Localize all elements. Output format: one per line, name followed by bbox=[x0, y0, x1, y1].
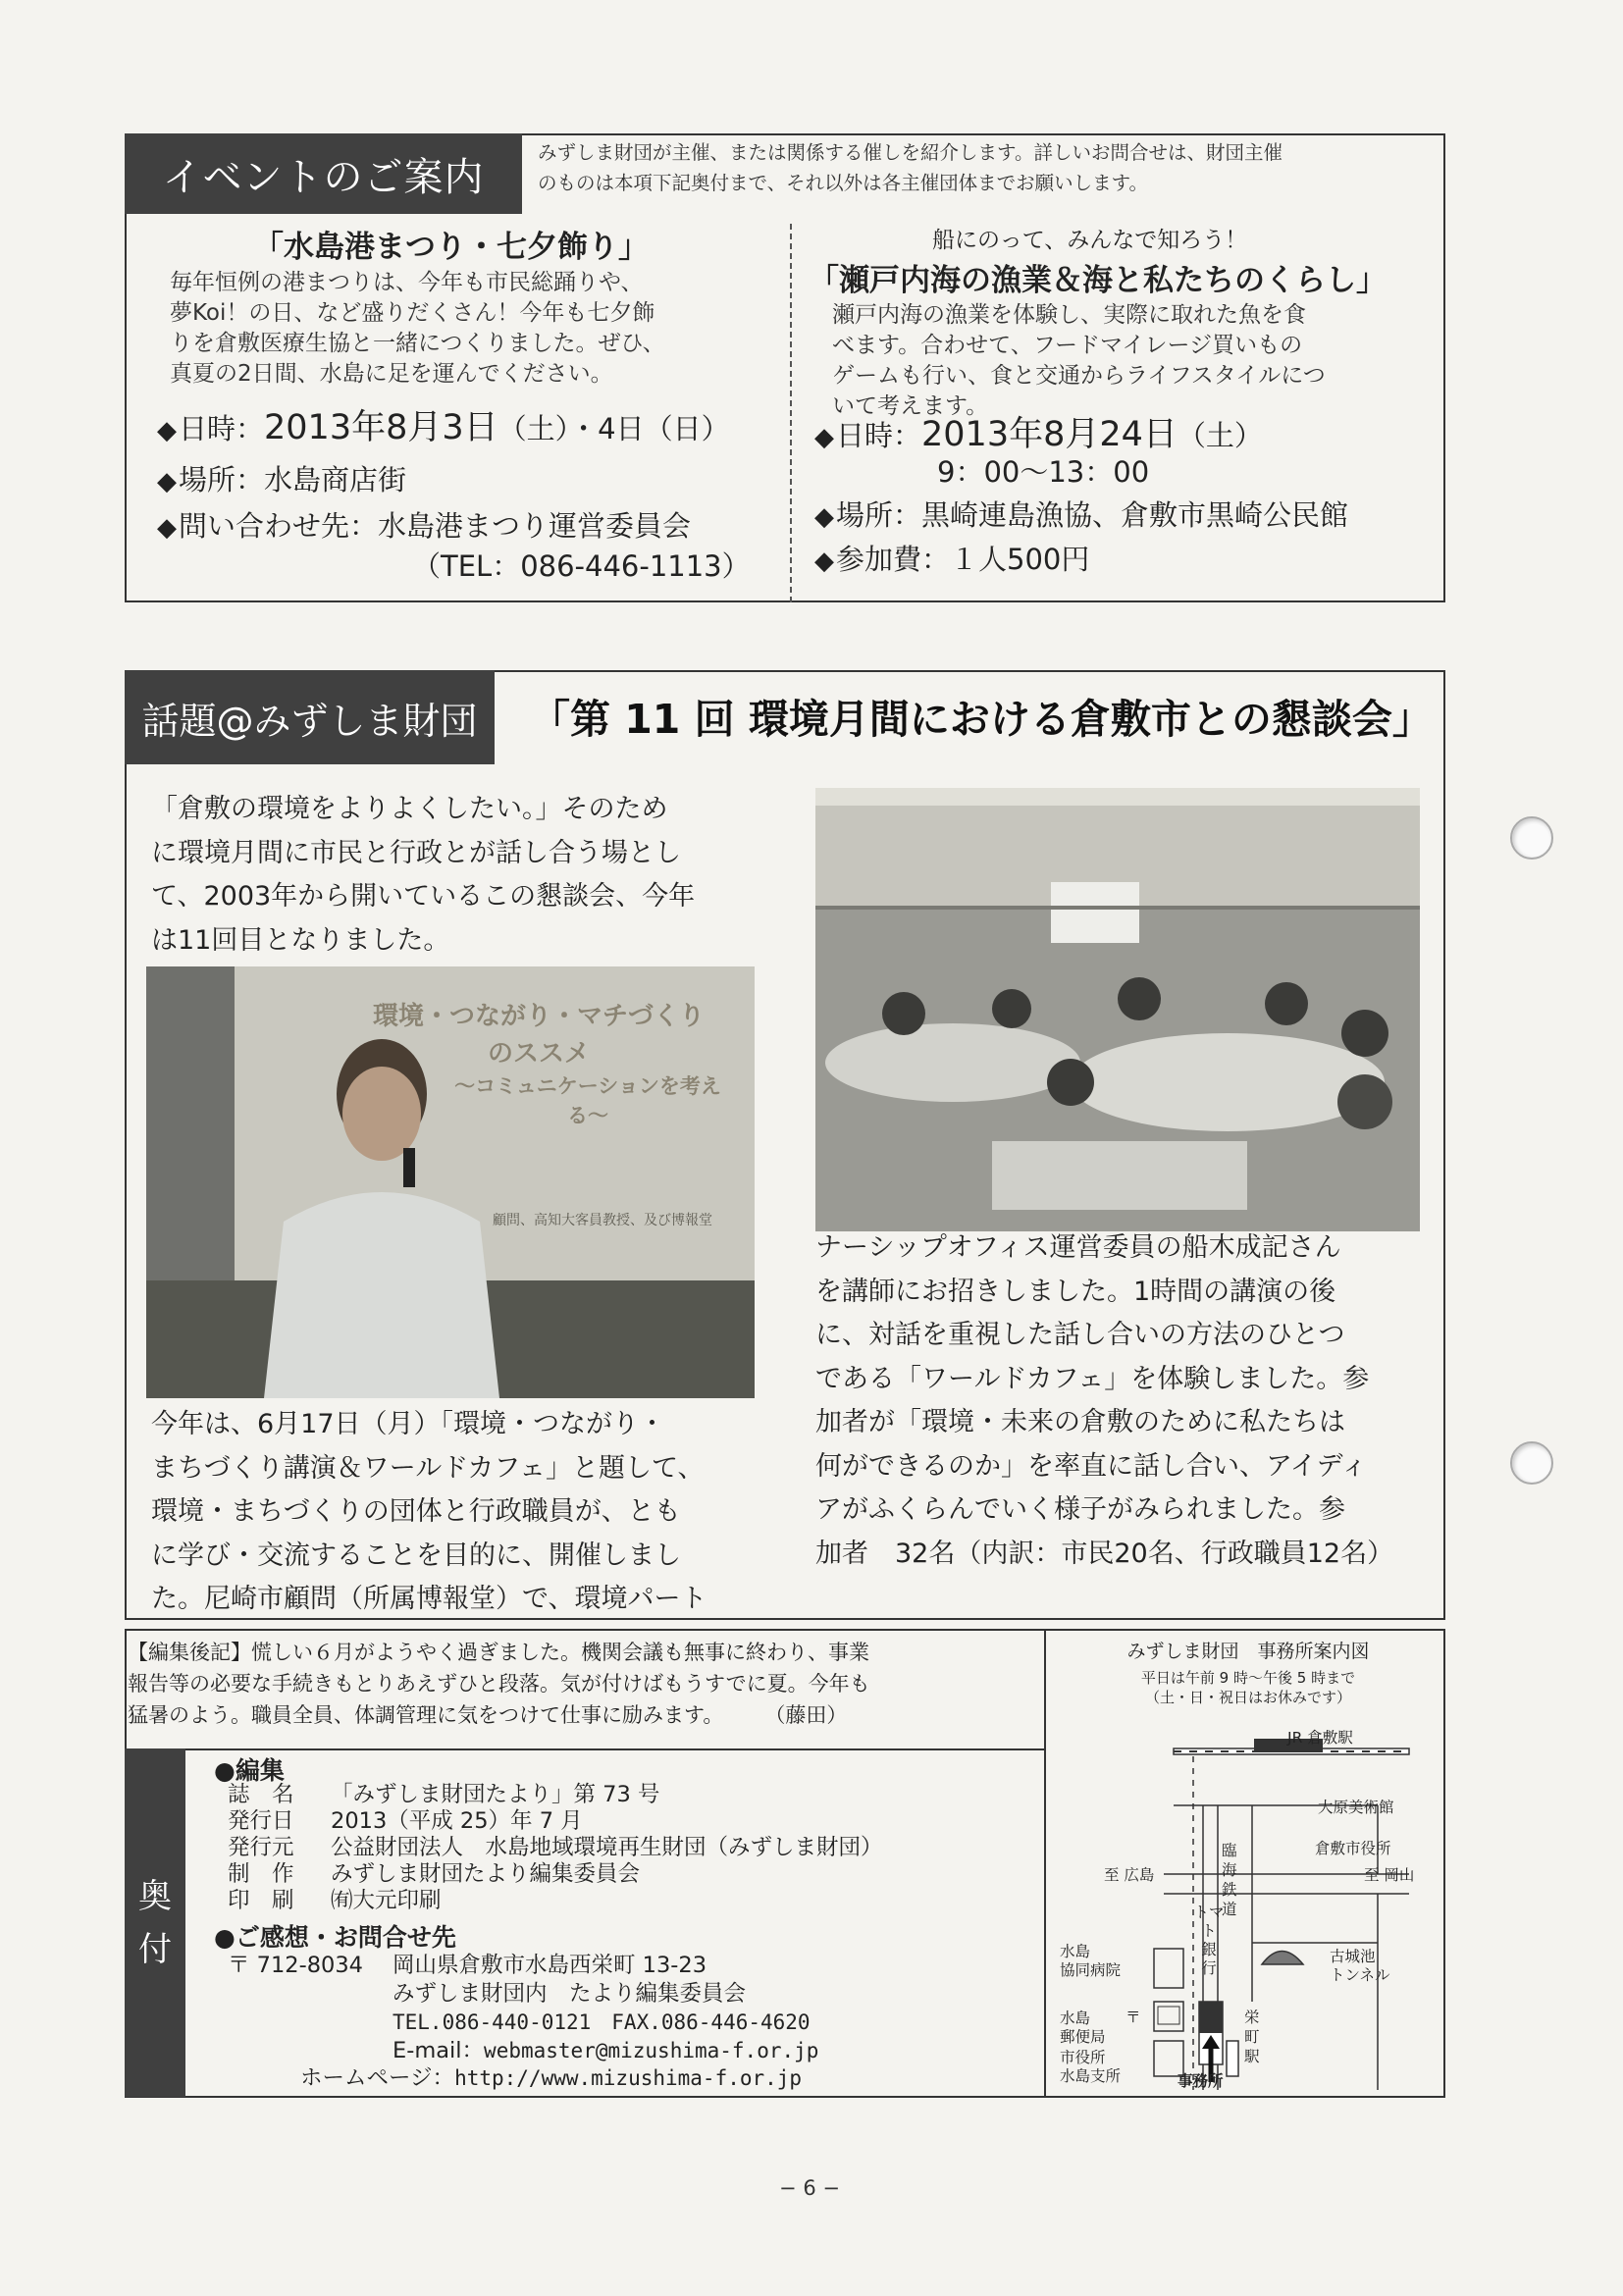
event-left-title: 「水島港まつり・七夕飾り」 bbox=[253, 230, 649, 265]
event-right-title: 「瀬戸内海の漁業＆海と私たちのくらし」 bbox=[809, 263, 1387, 298]
event-left-contact bbox=[157, 508, 691, 546]
date-label: 日時： bbox=[179, 412, 265, 445]
map-title: みずしま財団 事務所案内図 bbox=[1126, 1641, 1370, 1662]
colophon-row bbox=[228, 1888, 1032, 1914]
map-label-branch: 市役所 水島支所 bbox=[1060, 2049, 1122, 2085]
colophon-row-label: 発行日 bbox=[228, 1808, 294, 1834]
topic-paragraph-2: 今年は、6月17日（月）「環境・つながり・ まちづくり講演＆ワールドカフェ」と題して、 環境・まちづくりの団体と行政職員が、とも に学び・交流することを目的に、開催しまし た。尼崎市顧問（所属博報堂）で、環境パート bbox=[151, 1409, 707, 1614]
slide-line-4: 顧問、高知大客員教授、及び博報堂 bbox=[493, 1213, 712, 1228]
colophon-tab: 奥 付 bbox=[125, 1748, 185, 2097]
map-label-okayama: 至 岡山 bbox=[1364, 1866, 1415, 1884]
colophon-email-line bbox=[393, 2038, 818, 2064]
colophon-row-value: みずしま財団たより編集委員会 bbox=[331, 1861, 641, 1887]
colophon-row bbox=[228, 1808, 1032, 1835]
topic-title: 「第 11 回 環境月間における倉敷市との懇談会」 bbox=[530, 696, 1433, 743]
date-value: 2013年8月24日 bbox=[921, 415, 1178, 454]
date-value: 2013年8月3日 bbox=[264, 408, 498, 447]
place-value: 水島商店街 bbox=[264, 463, 407, 496]
homepage-link[interactable]: http://www.mizushima-f.or.jp bbox=[454, 2066, 803, 2090]
date-days: （土）・4日（日） bbox=[497, 412, 730, 445]
topic-section-label: 話題@みずしま財団 bbox=[125, 670, 495, 764]
event-right-time: 9：00〜13：00 bbox=[937, 455, 1150, 489]
colophon-edit-heading: ●編集 bbox=[214, 1756, 285, 1785]
event-right-date bbox=[814, 417, 1263, 455]
binder-hole-lower bbox=[1510, 1441, 1553, 1485]
colophon-row bbox=[228, 1782, 1032, 1808]
colophon-row-label: 制 作 bbox=[228, 1861, 294, 1887]
map-label-hospital: 水島 協同病院 bbox=[1060, 1943, 1122, 1979]
colophon-row-value: ㈲大元印刷 bbox=[331, 1888, 442, 1913]
map-label-rinkai: 臨 海 鉄 道 bbox=[1222, 1842, 1237, 1918]
colophon-rows bbox=[228, 1782, 1032, 1914]
map-label-tomato-bank: トマト 銀 行 bbox=[1193, 1904, 1225, 1977]
colophon-tel-fax: TEL.086-440-0121 FAX.086-446-4620 bbox=[393, 2010, 811, 2034]
colophon-row-label: 印 刷 bbox=[228, 1888, 294, 1913]
map-label-jr: JR 倉敷駅 bbox=[1287, 1729, 1353, 1747]
place-label: 場所： bbox=[836, 498, 922, 532]
fee-value: １人500円 bbox=[950, 543, 1090, 576]
diamond-bullet-icon: ◆ bbox=[814, 423, 834, 452]
diamond-bullet-icon: ◆ bbox=[814, 547, 834, 576]
colophon-contact-heading: ●ご感想・お問合せ先 bbox=[214, 1923, 456, 1952]
events-section-label: イベントのご案内 bbox=[125, 133, 522, 214]
colophon-row-value: 「みずしま財団たより」第 73 号 bbox=[331, 1782, 660, 1807]
event-right-fee bbox=[814, 542, 1089, 579]
map-hours: 平日は午前 9 時〜午後 5 時まで （土・日・祝日はお休みです） bbox=[1140, 1669, 1356, 1706]
colophon-row bbox=[228, 1835, 1032, 1861]
place-value: 黒崎連島漁協、倉敷市黒崎公民館 bbox=[921, 498, 1349, 532]
diamond-bullet-icon: ◆ bbox=[157, 416, 177, 445]
slide-line-1: 環境・つながり・マチづくり bbox=[372, 1002, 705, 1031]
editorial-note: 【編集後記】慌しい６月がようやく過ぎました。機関会議も無事に終わり、事業 報告等の必要な手続きもとりあえずひと段落。気が付けばもうすでに夏。今年も 猛暑のよう。職員全員、体調管理に気をつけて仕事に励みます。 （藤田） bbox=[128, 1641, 870, 1727]
topic-paragraph-3: ナーシップオフィス運営委員の船木成記さん を講師にお招きしました。1時間の講演の後 に、対話を重視した話し合いの方法のひとつ である「ワールドカフェ」を体験しました。参 加者が「環境・未来の倉敷のために私たちは 何ができるのか」を率直に話し合い、アイディ アがふくらんでいく様子がみられました。参 加者 32名（内訳：市民20名、行政職員12名） bbox=[815, 1232, 1394, 1569]
tunnel-mark bbox=[1262, 1952, 1303, 1965]
page-number: − 6 − bbox=[779, 2176, 840, 2200]
diamond-bullet-icon: ◆ bbox=[157, 467, 177, 496]
map-label-museum: 大原美術館 bbox=[1318, 1799, 1394, 1816]
map-label-city-hall: 倉敷市役所 bbox=[1315, 1840, 1391, 1857]
events-intro: みずしま財団が主催、または関係する催しを紹介します。詳しいお問合せは、財団主催 のものは本項下記奥付まで、それ以外は各主催団体までお願いします。 bbox=[538, 141, 1283, 194]
map-label-kojoike-tunnel: 古城池 トンネル bbox=[1330, 1948, 1390, 1984]
office-building-mark bbox=[1199, 2002, 1223, 2033]
speaker-photo bbox=[146, 966, 755, 1398]
event-left-date bbox=[157, 410, 730, 448]
email-label: E-mail： bbox=[393, 2038, 485, 2063]
topic-intro: 「倉敷の環境をよりよくしたい。」そのため に環境月間に市民と行政とが話し合う場とし て、2003年から開いているこの懇談会、今年 は11回目となりました。 bbox=[151, 794, 696, 956]
homepage-label: ホームページ： bbox=[300, 2065, 455, 2091]
event-left-place bbox=[157, 462, 406, 499]
slide-line-2: のススメ bbox=[487, 1039, 590, 1069]
map-label-sakae-station: 栄 町 駅 bbox=[1244, 2009, 1260, 2065]
date-days: （土） bbox=[1177, 419, 1263, 452]
colophon-address-2: みずしま財団内 たより編集委員会 bbox=[393, 1981, 747, 2007]
colophon-row-label: 誌 名 bbox=[228, 1782, 294, 1807]
colophon-postal: 〒 712-8034 bbox=[228, 1953, 363, 1978]
diamond-bullet-icon: ◆ bbox=[157, 513, 177, 543]
world-cafe-photo bbox=[815, 788, 1420, 1231]
email-link[interactable]: webmaster@mizushima-f.or.jp bbox=[484, 2039, 819, 2062]
fee-label: 参加費： bbox=[836, 543, 951, 576]
event-right-place bbox=[814, 497, 1348, 535]
map-label-post-office: 水島 郵便局 bbox=[1060, 2009, 1106, 2046]
place-label: 場所： bbox=[179, 463, 265, 496]
event-right-body: 瀬戸内海の漁業を体験し、実際に取れた魚を食 べます。合わせて、フードマイレージ買いもの ゲームも行い、食と交通からライフスタイルにつ いて考えます。 bbox=[832, 302, 1326, 419]
slide-line-3: 〜コミュニケーションを考える〜 bbox=[454, 1074, 721, 1127]
colophon-address: 岡山県倉敷市水島西栄町 13-23 bbox=[393, 1953, 707, 1978]
event-left-body: 毎年恒例の港まつりは、今年も市民総踊りや、 夢Koi！の日、など盛りだくさん！今年も七夕飾 りを倉敷医療生協と一緒につくりました。ぜひ、 真夏の2日間、水島に足を運んでください。 bbox=[170, 270, 665, 387]
event-left-contact-tel: （TEL：086-446-1113） bbox=[412, 549, 751, 583]
map-label-hiroshima: 至 広島 bbox=[1104, 1866, 1155, 1884]
colophon-row-value: 2013（平成 25）年 7 月 bbox=[331, 1808, 583, 1834]
colophon-row-value: 公益財団法人 水島地域環境再生財団（みずしま財団） bbox=[331, 1835, 883, 1860]
colophon-divider-horizontal bbox=[125, 1748, 1044, 1750]
colophon-row bbox=[228, 1861, 1032, 1888]
diamond-bullet-icon: ◆ bbox=[814, 502, 834, 532]
contact-value: 水島港まつり運営委員会 bbox=[378, 509, 692, 543]
event-right-subtitle: 船にのって、みんなで知ろう！ bbox=[932, 228, 1248, 253]
events-divider bbox=[790, 224, 792, 602]
date-label: 日時： bbox=[836, 419, 922, 452]
binder-hole-upper bbox=[1510, 816, 1553, 860]
world-cafe-photo-graphic bbox=[815, 788, 1420, 1231]
map-label-post-mark: 〒 bbox=[1126, 2009, 1141, 2026]
contact-label: 問い合わせ先： bbox=[179, 509, 379, 543]
colophon-row-label: 発行元 bbox=[228, 1835, 294, 1860]
map-label-office: 事務所 bbox=[1178, 2072, 1224, 2090]
colophon-homepage-line bbox=[300, 2065, 802, 2092]
